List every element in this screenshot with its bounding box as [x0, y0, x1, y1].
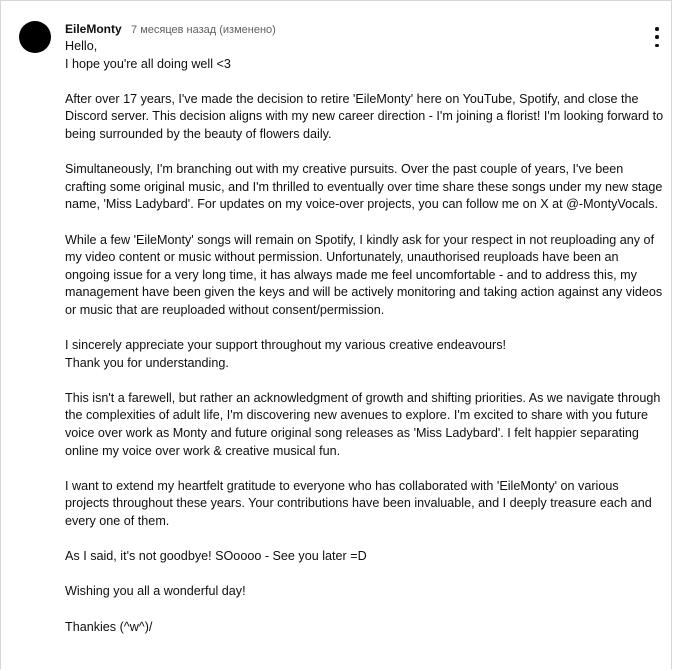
comment-paragraph: While a few 'EileMonty' songs will remain on Spotify, I kindly ask for your respect in not reuploading any of my video content or music without permission. Unfortunately, unauthorised reuploads have been an ongoing issue for a very long time, it has always made me feel uncomfortable - and to address this, my management have been given the keys and will be actively monitoring and taking action against any videos or music that are reuploaded without consent/permission. [65, 232, 663, 317]
comment-header [65, 22, 276, 37]
menu-dot [655, 27, 659, 31]
avatar[interactable] [19, 21, 51, 53]
comment-paragraph: Wishing you all a wonderful day! [65, 584, 246, 599]
comment-timestamp[interactable]: 7 месяцев назад (изменено) [131, 24, 276, 36]
comment-text [65, 38, 665, 636]
comment-paragraph: After over 17 years, I've made the decision to retire 'EileMonty' here on YouTube, Spotify, and close the Discord server. This decision aligns with my new career direction - I'm joining a florist! I'm looking forward to being surrounded by the beauty of flowers daily. [65, 91, 664, 141]
comment-paragraph: I sincerely appreciate your support throughout my various creative endeavours! Thank you for understanding. [65, 338, 507, 370]
author-name[interactable]: EileMonty [65, 22, 122, 36]
comment-paragraph: As I said, it's not goodbye! SOoooo - See you later =D [65, 549, 367, 564]
comment-paragraph: Hello, I hope you're all doing well <3 [65, 39, 231, 71]
comment-paragraph: This isn't a farewell, but rather an acknowledgment of growth and shifting priorities. As we navigate through the complexities of adult life, I'm discovering new avenues to explore. I'm excited to share with you future voice over work as Monty and future original song releases as 'Miss Ladybard'. I felt happier separating online my voice over work & creative musical fun. [65, 390, 661, 458]
comment-paragraph: Thankies (^w^)/ [65, 619, 153, 634]
comment-paragraph: I want to extend my heartfelt gratitude to everyone who has collaborated with 'EileMonty' on various projects throughout these years. Your contributions have been invaluable, and I deeply treasure each and every one of them. [65, 478, 652, 529]
comment-paragraph: Simultaneously, I'm branching out with my creative pursuits. Over the past couple of years, I've been crafting some original music, and I'm thrilled to eventually over time share these songs under my new stage name, 'Miss Ladybard'. For updates on my voice-over projects, you can follow me on X at @-MontyVocals. [65, 162, 663, 212]
